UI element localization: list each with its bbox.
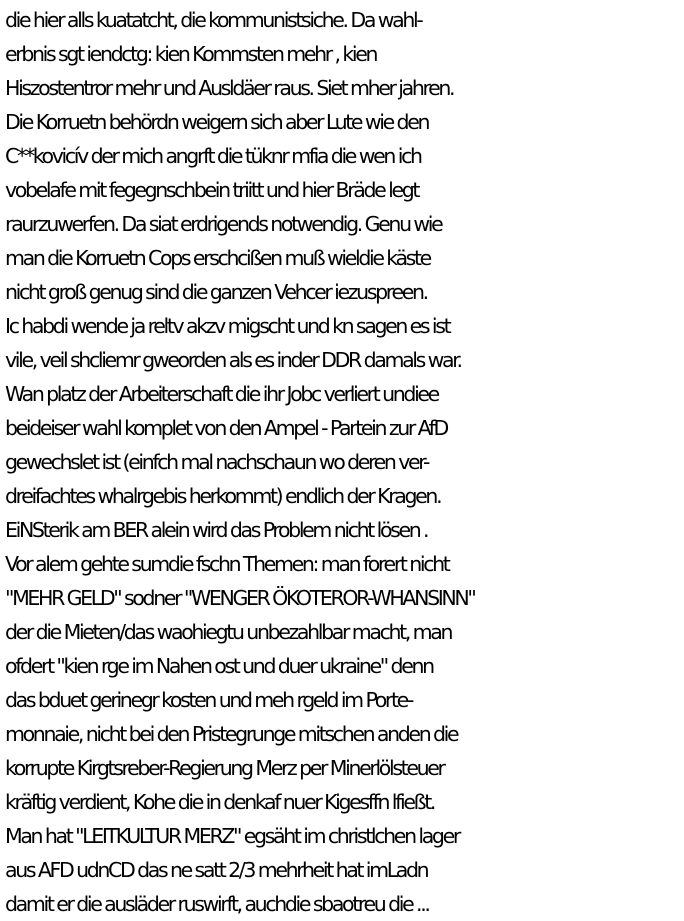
text-line: Man hat "LEITKULTUR MERZ" egsäht im christlchen lager <box>5 824 459 848</box>
text-line: der die Mieten/das waohiegtu unbezahlbar macht, man <box>5 620 452 644</box>
text-line: man die Korruetn Cops erschcißen muß wieldie käste <box>5 246 430 270</box>
text-line: gewechslet ist (einfch mal nachschaun wo deren ver- <box>5 450 429 474</box>
text-line: nicht groß genug sind die ganzen Vehcer iezuspreen. <box>5 280 427 304</box>
text-line: die hier alls kuatatcht, die kommunistsiche. Da wahl- <box>5 8 422 32</box>
text-line: damit er die ausläder ruswirft, auchdie sbaotreu die ... <box>5 892 429 916</box>
text-line: vile, veil shcliemr gweorden als es inder DDR damals war. <box>5 348 461 372</box>
text-line: vobelafe mit fegegnschbein triitt und hier Bräde legt <box>5 178 419 202</box>
text-line: EiNSterik am BER alein wird das Problem nicht lösen . <box>5 518 428 542</box>
text-line: erbnis sgt iendctg: kien Kommsten mehr , kien <box>5 42 377 66</box>
text-line: korrupte Kirgtsreber-Regierung Merz per Minerlölsteuer <box>5 756 444 780</box>
text-line: aus AFD udnCD das ne satt 2/3 mehrheit hat imLadn <box>5 858 428 882</box>
text-line: Vor alem gehte sumdie fschn Themen: man forert nicht <box>5 552 449 576</box>
text-line: Hiszostentror mehr und Ausldäer raus. Siet mher jahren. <box>5 76 454 100</box>
text-line: das bduet gerinegr kosten und meh rgeld im Porte- <box>5 688 412 712</box>
text-line: kräftig verdient, Kohe die in denkaf nuer Kigesffn lfießt. <box>5 790 435 814</box>
text-line: dreifachtes whalrgebis herkommt) endlich der Kragen. <box>5 484 441 508</box>
text-line: Ic habdi wende ja reltv akzv migscht und kn sagen es ist <box>5 314 450 338</box>
text-line: beideiser wahl komplet von den Ampel - Partein zur AfD <box>5 416 447 440</box>
text-line: monnaie, nicht bei den Pristegrunge mitschen anden die <box>5 722 458 746</box>
text-line: Die Korruetn behördn weigern sich aber Lute wie den <box>5 110 429 134</box>
text-line: C**kovicív der mich angrft die tüknr mfia die wen ich <box>5 144 421 168</box>
text-line: ofdert "kien rge im Nahen ost und duer ukraine" denn <box>5 654 433 678</box>
text-line: raurzuwerfen. Da siat erdrigends notwendig. Genu wie <box>5 212 442 236</box>
text-line: Wan platz der Arbeiterschaft die ihr Jobc verliert undiee <box>5 382 438 406</box>
text-line: "MEHR GELD" sodner "WENGER ÖKOTEROR-WHANSINN" <box>5 586 475 610</box>
document-text <box>5 3 684 921</box>
